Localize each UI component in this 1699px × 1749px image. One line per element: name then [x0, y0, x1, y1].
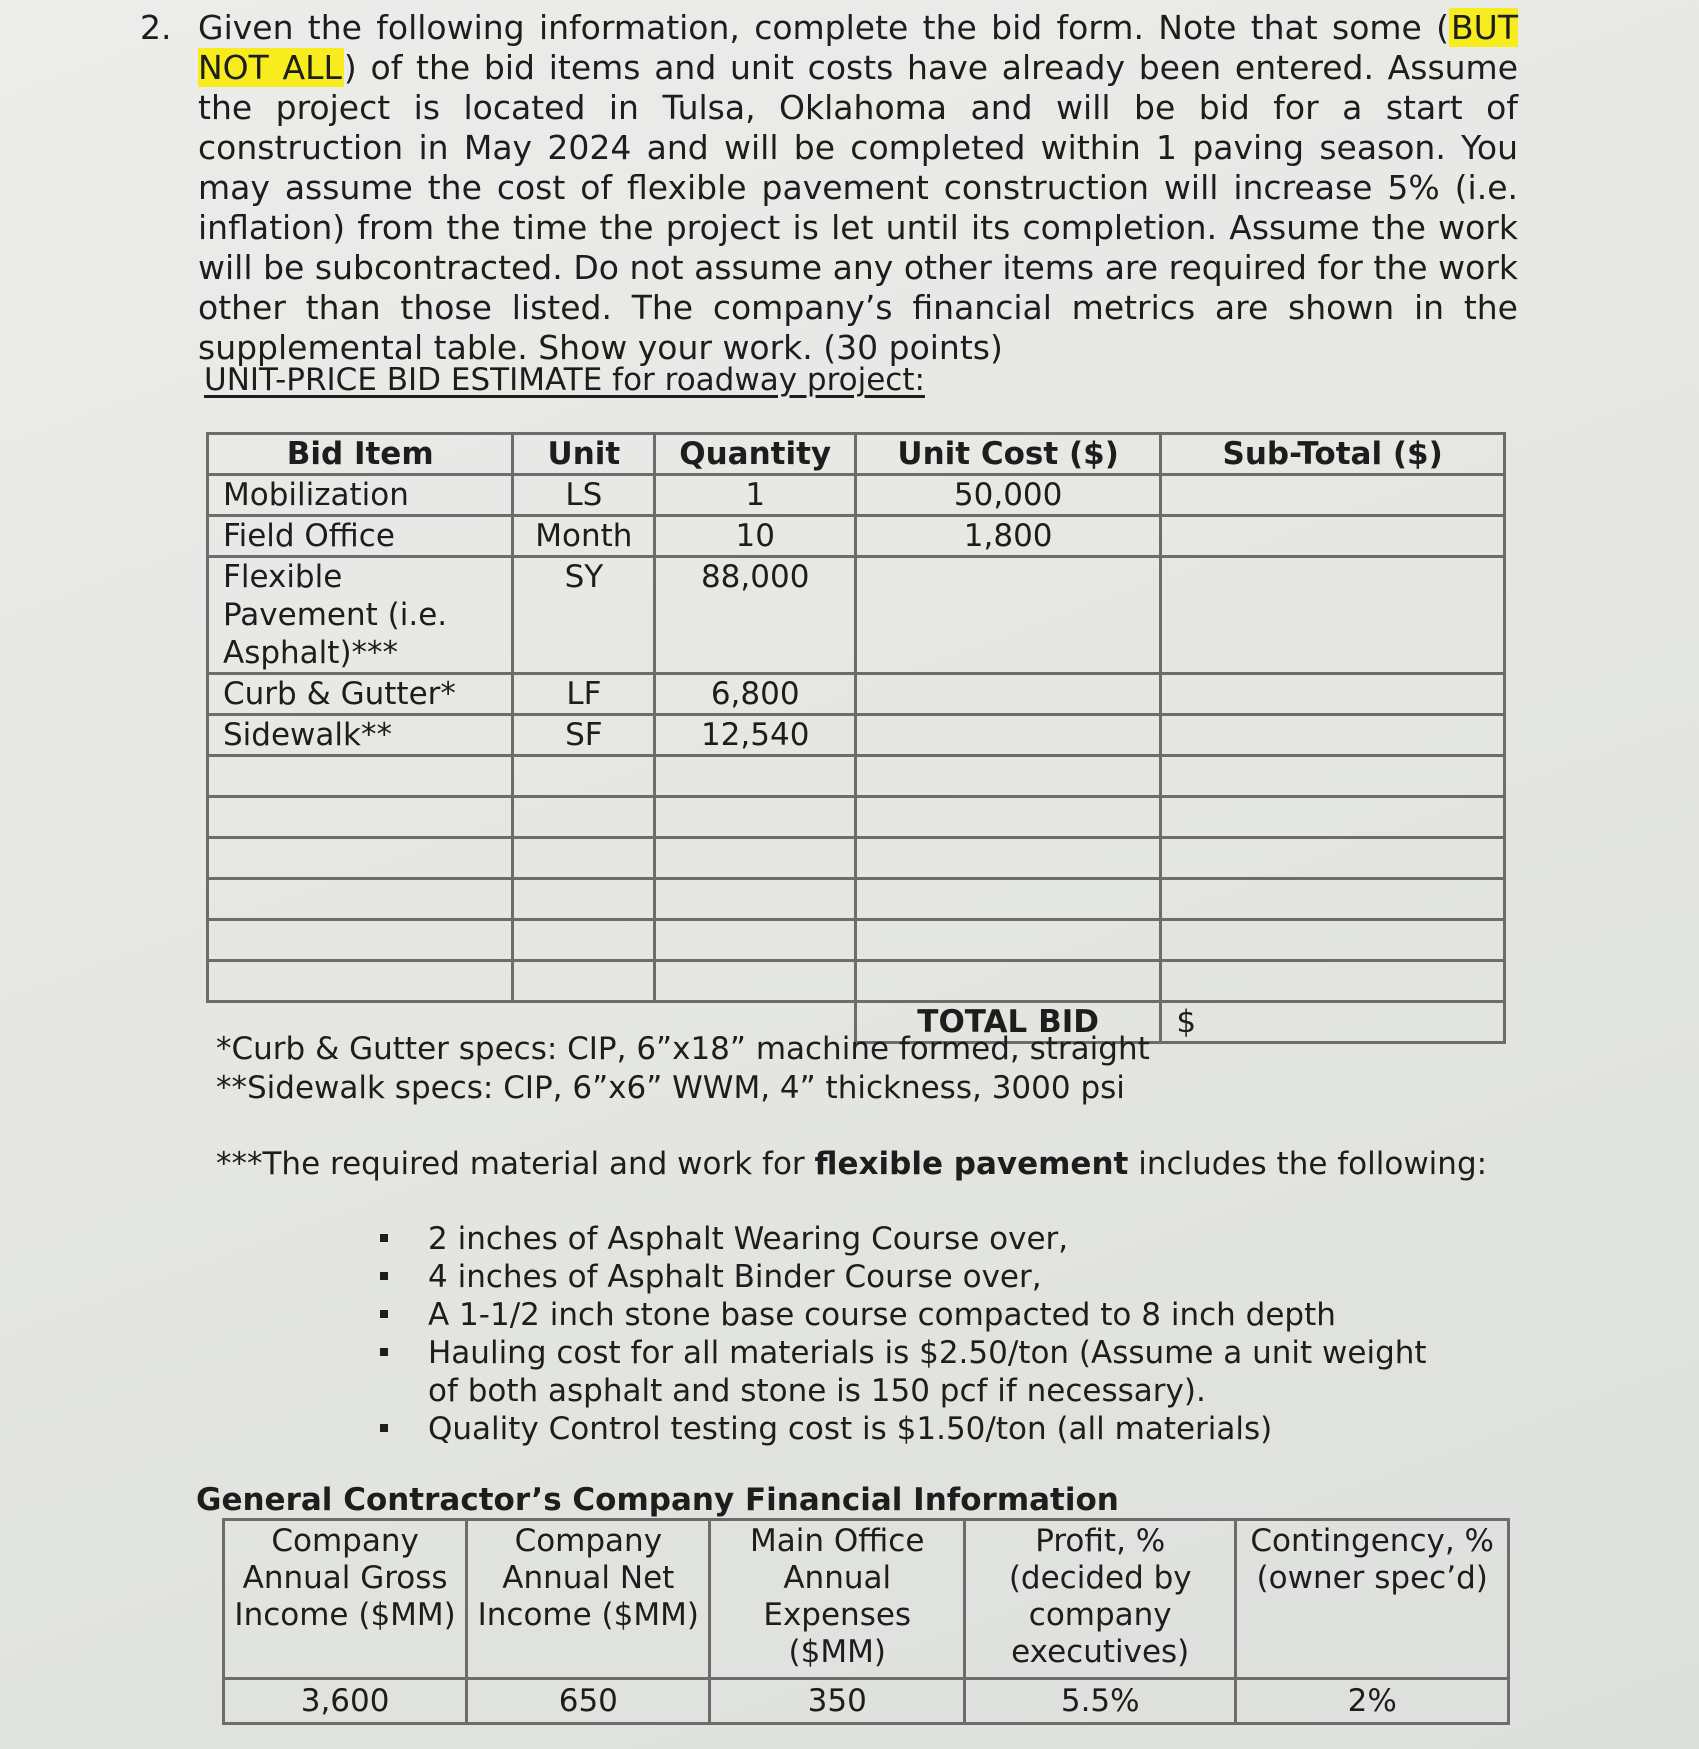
bid-estimate-heading: UNIT-PRICE BID ESTIMATE for roadway project: [204, 362, 925, 398]
blank-cell[interactable] [513, 879, 655, 920]
blank-cell[interactable] [208, 961, 513, 1002]
header-bid-item: Bid Item [208, 434, 513, 475]
unit-cost-cell[interactable]: 1,800 [855, 516, 1160, 557]
flex-bold-text: flexible pavement [814, 1146, 1129, 1182]
list-item: Quality Control testing cost is $1.50/ton (all materials) [372, 1410, 1462, 1448]
blank-cell[interactable] [855, 879, 1160, 920]
blank-cell[interactable] [855, 797, 1160, 838]
quantity-cell: 12,540 [655, 715, 856, 756]
list-item: A 1-1/2 inch stone base course compacted to 8 inch depth [372, 1296, 1462, 1334]
table-row [208, 674, 1505, 715]
quantity-cell: 1 [655, 475, 856, 516]
bid-item-cell: Sidewalk** [208, 715, 513, 756]
bid-item-cell: Flexible Pavement (i.e. Asphalt)*** [208, 557, 513, 674]
blank-cell[interactable] [1161, 961, 1505, 1002]
blank-cell[interactable] [208, 879, 513, 920]
blank-cell[interactable] [513, 920, 655, 961]
unit-cost-cell[interactable] [855, 557, 1160, 674]
quantity-cell: 6,800 [655, 674, 856, 715]
blank-cell[interactable] [1161, 756, 1505, 797]
header-unit-cost: Unit Cost ($) [855, 434, 1160, 475]
unit-cost-cell[interactable] [855, 715, 1160, 756]
bid-form-table [206, 432, 1506, 1044]
sub-total-cell[interactable] [1161, 557, 1505, 674]
total-bid-label: TOTAL BID [855, 1002, 1160, 1043]
pavement-requirements-list [372, 1220, 1462, 1448]
sub-total-cell[interactable] [1161, 516, 1505, 557]
blank-cell[interactable] [513, 961, 655, 1002]
header-unit: Unit [513, 434, 655, 475]
bid-item-cell: Curb & Gutter* [208, 674, 513, 715]
sub-total-cell[interactable] [1161, 715, 1505, 756]
unit-cell: LF [513, 674, 655, 715]
list-item: 2 inches of Asphalt Wearing Course over, [372, 1220, 1462, 1258]
header-office-expenses: Main Office Annual Expenses ($MM) [710, 1520, 965, 1679]
header-quantity: Quantity [655, 434, 856, 475]
blank-cell[interactable] [1161, 797, 1505, 838]
flexible-pavement-note: ***The required material and work for flexible pavement includes the following: [216, 1146, 1488, 1182]
highlighted-text: BUT NOT ALL [198, 8, 1518, 87]
unit-cost-cell[interactable]: 50,000 [855, 475, 1160, 516]
sub-total-cell[interactable] [1161, 674, 1505, 715]
blank-cell[interactable] [855, 961, 1160, 1002]
contingency-value: 2% [1236, 1679, 1509, 1724]
blank-cell[interactable] [855, 756, 1160, 797]
bullet-icon [380, 1424, 388, 1432]
blank-cell[interactable] [513, 838, 655, 879]
curb-gutter-note: *Curb & Gutter specs: CIP, 6”x18” machine formed, straight [216, 1031, 1150, 1067]
net-income-value: 650 [467, 1679, 710, 1724]
list-item: Hauling cost for all materials is $2.50/ton (Assume a unit weight of both asphalt and stone is 150 pcf if necessary). [372, 1334, 1462, 1410]
blank-cell[interactable] [208, 920, 513, 961]
blank-cell[interactable] [855, 838, 1160, 879]
blank-cell[interactable] [1161, 920, 1505, 961]
unit-cell: SF [513, 715, 655, 756]
unit-cell: SY [513, 557, 655, 674]
bid-table-header-row [208, 434, 1505, 475]
bullet-icon [380, 1272, 388, 1280]
blank-cell[interactable] [208, 838, 513, 879]
header-gross-income: Company Annual Gross Income ($MM) [224, 1520, 467, 1679]
table-row [208, 475, 1505, 516]
header-contingency: Contingency, % (owner spec’d) [1236, 1520, 1509, 1679]
unit-cell: LS [513, 475, 655, 516]
blank-row [208, 838, 1505, 879]
bullet-icon [380, 1348, 388, 1356]
blank-row [208, 756, 1505, 797]
financial-values-row [224, 1679, 1509, 1724]
table-row [208, 715, 1505, 756]
blank-cell[interactable] [513, 797, 655, 838]
financial-header-row [224, 1520, 1509, 1679]
gross-income-value: 3,600 [224, 1679, 467, 1724]
quantity-cell: 10 [655, 516, 856, 557]
blank-row [208, 961, 1505, 1002]
sidewalk-note: **Sidewalk specs: CIP, 6”x6” WWM, 4” thickness, 3000 psi [216, 1070, 1125, 1106]
sub-total-cell[interactable] [1161, 475, 1505, 516]
header-profit: Profit, % (decided by company executives) [965, 1520, 1236, 1679]
blank-cell[interactable] [855, 920, 1160, 961]
blank-cell[interactable] [208, 756, 513, 797]
table-row [208, 516, 1505, 557]
blank-cell[interactable] [655, 920, 856, 961]
financial-info-title: General Contractor’s Company Financial Information [196, 1482, 1119, 1518]
header-sub-total: Sub-Total ($) [1161, 434, 1505, 475]
bid-item-cell: Mobilization [208, 475, 513, 516]
blank-cell[interactable] [655, 961, 856, 1002]
problem-text: Given the following information, complete the bid form. Note that some (BUT NOT ALL) of the bid items and unit costs have already been entered. Assume the project is located in Tulsa, Oklahoma and will be bid for a start of construction in May 2024 and will be completed within 1 paving season. You may assume the cost of flexible pavement construction will increase 5% (i.e. inflation) from the time the project is let until its completion. Assume the work will be subcontracted. Do not assume any other items are required for the work other than those listed. The company’s financial metrics are shown in the supplemental table. Show your work. (30 points) [198, 8, 1519, 367]
unit-cost-cell[interactable] [855, 674, 1160, 715]
blank-cell[interactable] [655, 838, 856, 879]
list-item: 4 inches of Asphalt Binder Course over, [372, 1258, 1462, 1296]
profit-value: 5.5% [965, 1679, 1236, 1724]
spec-notes [216, 1030, 1150, 1108]
blank-row [208, 797, 1505, 838]
bid-item-cell: Field Office [208, 516, 513, 557]
bullet-icon [380, 1310, 388, 1318]
unit-cell: Month [513, 516, 655, 557]
blank-cell[interactable] [208, 797, 513, 838]
bullet-icon [380, 1234, 388, 1242]
table-row [208, 557, 1505, 674]
financial-info-table [222, 1518, 1510, 1725]
blank-cell[interactable] [1161, 879, 1505, 920]
problem-number: 2. [140, 8, 172, 47]
blank-cell[interactable] [655, 797, 856, 838]
blank-row [208, 879, 1505, 920]
blank-cell[interactable] [1161, 838, 1505, 879]
blank-cell[interactable] [655, 756, 856, 797]
office-expenses-value: 350 [710, 1679, 965, 1724]
total-bid-value[interactable]: $ [1161, 1002, 1505, 1043]
quantity-cell: 88,000 [655, 557, 856, 674]
blank-cell[interactable] [513, 756, 655, 797]
blank-row [208, 920, 1505, 961]
blank-cell[interactable] [655, 879, 856, 920]
header-net-income: Company Annual Net Income ($MM) [467, 1520, 710, 1679]
